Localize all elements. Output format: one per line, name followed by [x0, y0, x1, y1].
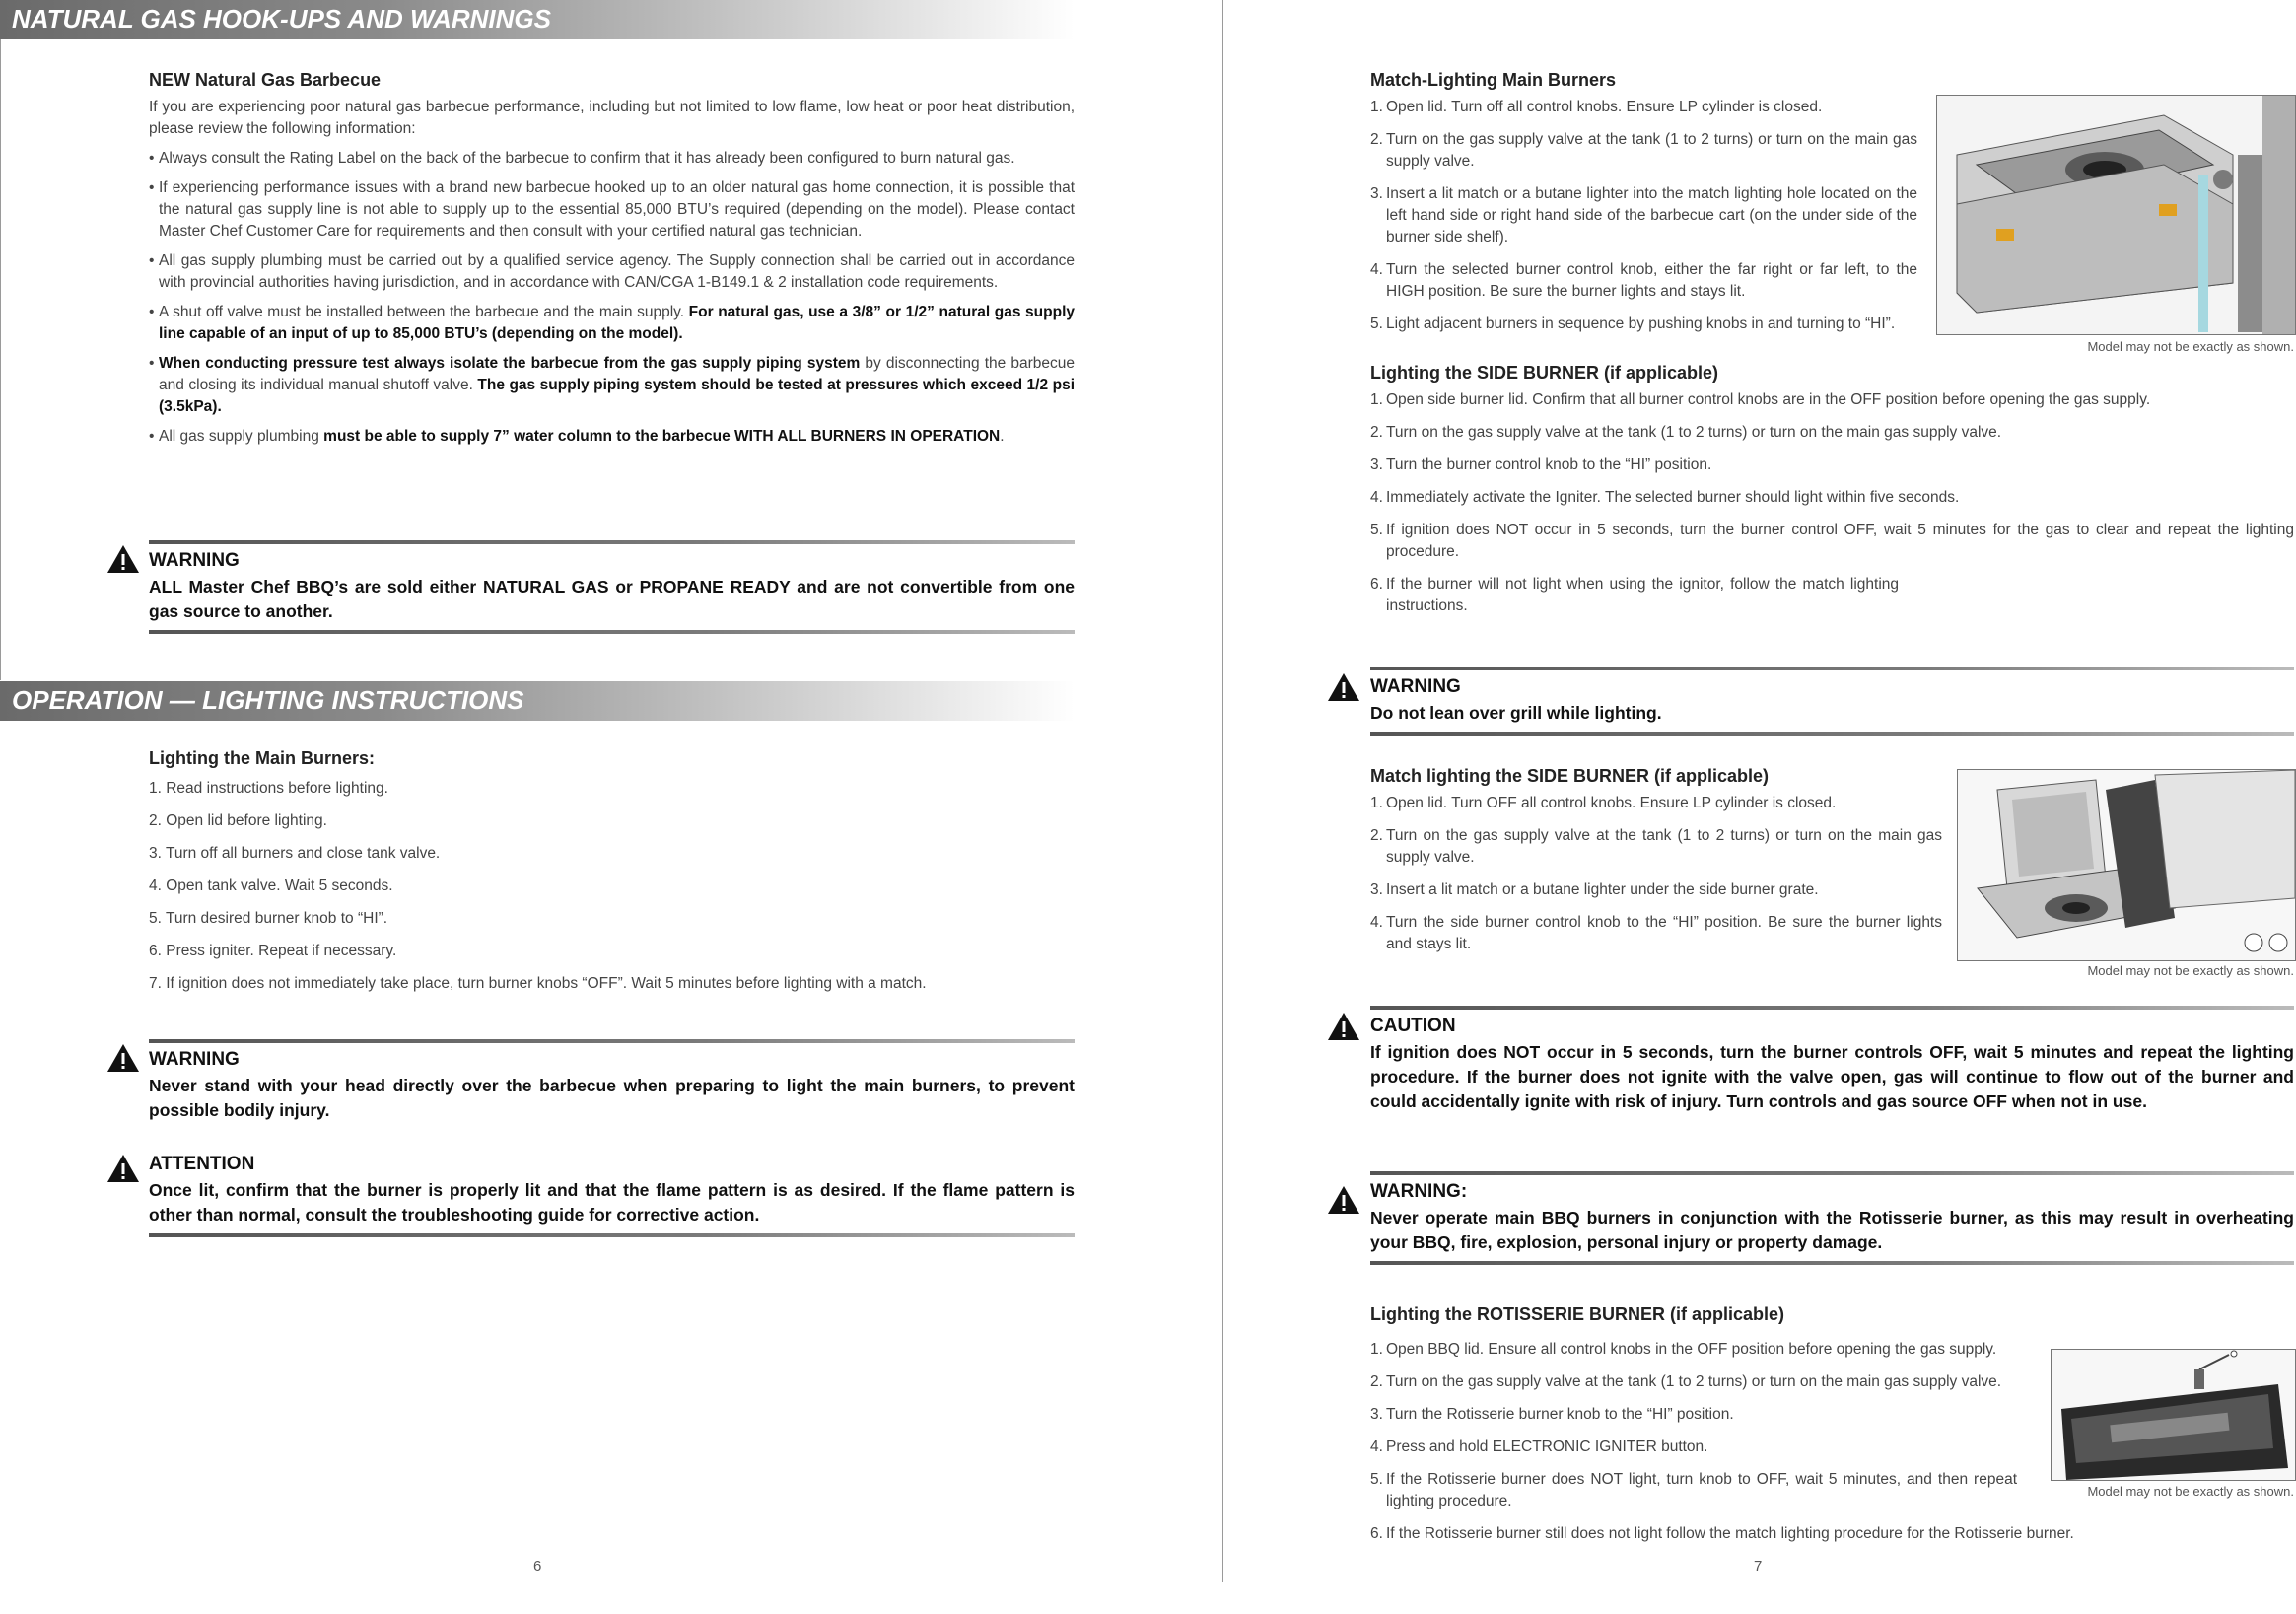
warning-title: WARNING: [149, 550, 240, 571]
divider: [149, 540, 1075, 544]
list-item: 4. Immediately activate the Igniter. The selected burner should light within five seconds.: [1370, 489, 1960, 506]
list-item: 2. Turn on the gas supply valve at the tank (1 to 2 turns) or turn on the main gas supply valve.: [1370, 131, 1917, 170]
side-burner-image: [1957, 769, 2296, 961]
warning-text: ALL Master Chef BBQ’s are sold either NATURAL GAS or PROPANE READY and are not convertible from one gas source to another.: [149, 577, 1075, 621]
image-caption: Model may not be exactly as shown.: [2087, 963, 2294, 978]
list-item: 4. Turn the selected burner control knob, either the far right or far left, to the HIGH position. Be sure the burner lights and stays lit.: [1370, 261, 1917, 300]
section-heading: Lighting the ROTISSERIE BURNER (if applicable): [1370, 1304, 1785, 1324]
warning-box-gas-type: [149, 540, 1075, 634]
attention-box: [149, 1148, 1075, 1237]
bullet-item: • A shut off valve must be installed between the barbecue and the main supply. For natural gas, use a 3/8” or 1/2” natural gas supply line capable of an input of up to 85,000 BTU’s (depending on the model).: [149, 302, 1075, 345]
warning-box-lean: [1370, 667, 2294, 736]
bullet-item: • If experiencing performance issues with a brand new barbecue hooked up to an older natural gas home connection, it is possible that the natural gas supply line is not able to supply up to the essential 85,000 BTU’s required (depending on the model). Please contact Master Chef Customer Care for requirements and then consult with your certified natural gas technician.: [149, 177, 1075, 243]
warning-text: Once lit, confirm that the burner is properly lit and that the flame pattern is as desired. If the flame pattern is other than normal, consult the troubleshooting guide for corrective action.: [149, 1180, 1075, 1225]
list-item: 2. Turn on the gas supply valve at the tank (1 to 2 turns) or turn on the main gas supply valve.: [1370, 827, 1942, 866]
list-item: 5. If the Rotisserie burner does NOT light, turn knob to OFF, wait 5 minutes, and then repeat lighting procedure.: [1370, 1471, 2017, 1509]
list-item: 3. Turn the Rotisserie burner knob to the “HI” position.: [1370, 1406, 1734, 1423]
warning-text: Never operate main BBQ burners in conjunction with the Rotisserie burner, as this may result in overheating your BBQ, fire, explosion, personal injury or property damage.: [1370, 1208, 2294, 1252]
list-item: 1. Open BBQ lid. Ensure all control knobs in the OFF position before opening the gas supply.: [1370, 1341, 1997, 1358]
section-heading: Lighting the SIDE BURNER (if applicable): [1370, 363, 1719, 383]
lighting-main-burners: [149, 747, 1075, 1006]
list-item: 3. Turn off all burners and close tank valve.: [149, 845, 441, 862]
warning-triangle-icon: [106, 1154, 140, 1183]
page-number: 6: [533, 1558, 542, 1575]
warning-triangle-icon: [1327, 672, 1360, 702]
page-number: 7: [1754, 1558, 1763, 1575]
list-item: 1. Open side burner lid. Confirm that all burner control knobs are in the OFF position before opening the gas supply.: [1370, 391, 2151, 408]
divider: [1370, 1006, 2294, 1010]
lighting-side-burner: [1370, 362, 2294, 628]
divider: [149, 1039, 1075, 1043]
bullet-item: • Always consult the Rating Label on the back of the barbecue to confirm that it has already been configured to burn natural gas.: [149, 148, 1075, 170]
intro-paragraph: If you are experiencing poor natural gas barbecue performance, including but not limited to low flame, low heat or poor heat distribution, please review the following information:: [149, 99, 1075, 137]
list-item: 5. If ignition does NOT occur in 5 seconds, turn the burner control OFF, wait 5 minutes for the gas to clear and repeat the lighting procedure.: [1370, 522, 2294, 560]
match-lighting-main-burners: [1370, 69, 1917, 346]
section-banner-natural-gas: [0, 0, 1075, 39]
rotisserie-burner-image: [2051, 1349, 2296, 1481]
image-caption: Model may not be exactly as shown.: [2087, 1484, 2294, 1499]
warning-triangle-icon: [106, 1043, 140, 1073]
list-item: 6. If the burner will not light when using the ignitor, follow the match lighting instructions.: [1370, 576, 1899, 614]
warning-text: If ignition does NOT occur in 5 seconds, turn the burner controls OFF, wait 5 minutes and repeat the lighting procedure. If the burner does not ignite with the valve open, gas will continue to flow out of the burner and could accidentally ignite with risk of injury. Turn controls and gas source OFF when not in use.: [1370, 1042, 2294, 1111]
list-item: 4. Turn the side burner control knob to the “HI” position. Be sure the burner lights and stays lit.: [1370, 914, 1942, 952]
warning-triangle-icon: [106, 544, 140, 574]
rotisserie-illustration: [2052, 1350, 2295, 1480]
warning-triangle-icon: [1327, 1185, 1360, 1215]
list-item: 2. Turn on the gas supply valve at the tank (1 to 2 turns) or turn on the main gas supply valve.: [1370, 1373, 2002, 1390]
banner-title: NATURAL GAS HOOK-UPS AND WARNINGS: [12, 4, 551, 34]
side-burner-illustration: [1958, 770, 2295, 960]
grill-burner-illustration: [1937, 96, 2295, 334]
bullet-item: • All gas supply plumbing must be able to supply 7” water column to the barbecue WITH ALL BURNERS IN OPERATION.: [149, 426, 1075, 448]
warning-triangle-icon: [1327, 1012, 1360, 1041]
list-item: 6. If the Rotisserie burner still does not light follow the match lighting procedure for the Rotisserie burner.: [1370, 1525, 2074, 1542]
divider: [149, 630, 1075, 634]
list-item: 6. Press igniter. Repeat if necessary.: [149, 943, 397, 959]
list-item: 3. Turn the burner control knob to the “HI” position.: [1370, 456, 1712, 473]
warning-title: WARNING: [149, 1049, 240, 1070]
warning-text: Never stand with your head directly over the barbecue when preparing to light the main burners, to prevent possible bodily injury.: [149, 1076, 1075, 1120]
natural-gas-section: [149, 69, 1075, 456]
list-item: 2. Turn on the gas supply valve at the tank (1 to 2 turns) or turn on the main gas supply valve.: [1370, 424, 2002, 441]
main-burner-image: [1936, 95, 2296, 335]
section-heading: Match-Lighting Main Burners: [1370, 70, 1616, 90]
list-item: 2. Open lid before lighting.: [149, 812, 327, 829]
warning-title: WARNING:: [1370, 1181, 1468, 1202]
warning-title: ATTENTION: [149, 1154, 255, 1174]
banner-title: OPERATION — LIGHTING INSTRUCTIONS: [12, 685, 524, 715]
warning-text: Do not lean over grill while lighting.: [1370, 703, 1662, 723]
warning-title: WARNING: [1370, 676, 1461, 697]
divider: [1370, 1171, 2294, 1175]
list-item: 4. Open tank valve. Wait 5 seconds.: [149, 877, 393, 894]
bullet-item: • All gas supply plumbing must be carried out by a qualified service agency. The Supply connection shall be carried out in accordance with provincial authorities having jurisdiction, and in accordance with CAN/CGA 1-B149.1 & 2 installation code requirements.: [149, 250, 1075, 294]
list-item: 5. Turn desired burner knob to “HI”.: [149, 910, 388, 927]
list-item: 1. Read instructions before lighting.: [149, 780, 388, 797]
list-item: 5. Light adjacent burners in sequence by pushing knobs in and turning to “HI”.: [1370, 316, 1896, 332]
bullet-item: • When conducting pressure test always isolate the barbecue from the gas supply piping system by disconnecting the barbecue and closing its individual manual shutoff valve. The gas supply piping system should be tested at pressures which exceed 1/2 psi (3.5kPa).: [149, 353, 1075, 418]
divider: [1370, 732, 2294, 736]
section-heading: NEW Natural Gas Barbecue: [149, 70, 382, 90]
caution-box: [1370, 1006, 2294, 1120]
divider: [1370, 667, 2294, 670]
left-margin-line: [0, 39, 1, 680]
warning-box-rotisserie: [1370, 1171, 2294, 1265]
warning-title: CAUTION: [1370, 1016, 1456, 1036]
list-item: 1. Open lid. Turn OFF all control knobs. Ensure LP cylinder is closed.: [1370, 795, 1837, 811]
page-divider: [1222, 0, 1223, 1582]
list-item: 4. Press and hold ELECTRONIC IGNITER button.: [1370, 1439, 1708, 1455]
warning-box-head-over: [149, 1039, 1075, 1129]
section-heading: Lighting the Main Burners:: [149, 748, 375, 768]
image-caption: Model may not be exactly as shown.: [2087, 339, 2294, 354]
divider: [1370, 1261, 2294, 1265]
match-lighting-side-burner: [1370, 765, 1942, 966]
divider: [149, 1233, 1075, 1237]
section-banner-operation: [0, 681, 1075, 721]
section-heading: Match lighting the SIDE BURNER (if applicable): [1370, 766, 1770, 786]
list-item: 7. If ignition does not immediately take place, turn burner knobs “OFF”. Wait 5 minutes before lighting with a match.: [149, 975, 927, 992]
list-item: 1. Open lid. Turn off all control knobs. Ensure LP cylinder is closed.: [1370, 99, 1823, 115]
list-item: 3. Insert a lit match or a butane lighter into the match lighting hole located on the left hand side or right hand side of the barbecue cart (on the under side of the burner side shelf).: [1370, 185, 1917, 246]
list-item: 3. Insert a lit match or a butane lighter under the side burner grate.: [1370, 881, 1819, 898]
